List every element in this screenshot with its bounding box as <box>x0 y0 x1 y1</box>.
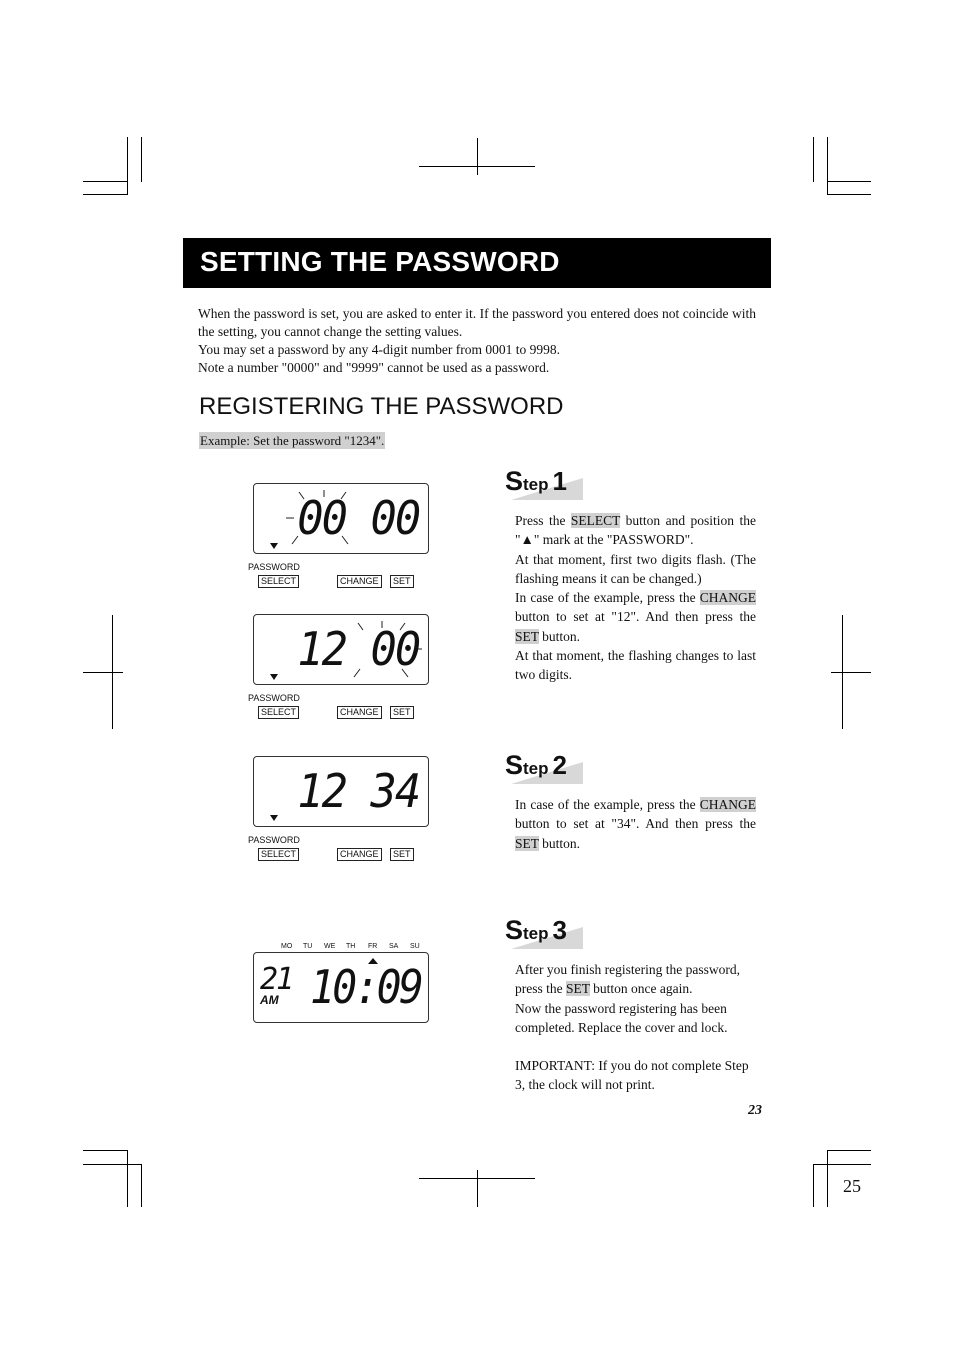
clock-ampm: AM <box>260 993 279 1007</box>
step-3-text: After you finish registering the password, press the SET button once again. Now the password registering has been completed. Replace the cover and lock. IMPORTANT: If you do not complete Step 3, the clock will not print. <box>515 962 749 1093</box>
clock-day: 21 <box>260 962 293 997</box>
select-button[interactable]: SELECT <box>258 575 299 588</box>
intro-paragraph: You may set a password by any 4-digit number from 0001 to 9998. <box>198 342 560 357</box>
intro-paragraph: Note a number "0000" and "9999" cannot be used as a password. <box>198 360 550 375</box>
intro-text <box>198 305 756 377</box>
lcd-display <box>253 483 429 554</box>
lcd-digits: 12 00 <box>297 622 420 676</box>
set-button[interactable]: SET <box>390 706 414 719</box>
lcd-display <box>253 756 429 827</box>
section-heading: REGISTERING THE PASSWORD <box>199 393 564 420</box>
page-number: 25 <box>843 1176 861 1196</box>
password-label: PASSWORD <box>248 562 300 572</box>
intro-paragraph: When the password is set, you are asked to enter it. If the password you entered does not coincide with the setting, you cannot change the setting values. <box>198 306 756 339</box>
step-3-heading: Step 3 <box>493 915 585 951</box>
set-button[interactable]: SET <box>390 848 414 861</box>
step-2-text: In case of the example, press the CHANGE button to set at "34". And then press the SET button. <box>515 797 756 851</box>
page-title: SETTING THE PASSWORD <box>200 246 560 277</box>
example-note: Example: Set the password "1234". <box>200 433 385 448</box>
set-button[interactable]: SET <box>390 575 414 588</box>
step-number: 2 <box>552 750 567 780</box>
triangle-up-icon: ▲ <box>520 532 534 548</box>
step-1-text: Press the SELECT button and position the "▲" mark at the "PASSWORD". At that moment, first two digits flash. (The flashing means it can be changed.) In case of the example, press the CHANGE button to set at "12". And then press the SET button. At that moment, the flashing changes to last two digits. <box>515 513 757 683</box>
book-page-number: 23 <box>748 1103 762 1118</box>
select-button[interactable]: SELECT <box>258 706 299 719</box>
title-bar <box>183 238 771 288</box>
change-button[interactable]: CHANGE <box>337 575 382 588</box>
clock-time: 10:09 <box>310 960 422 1014</box>
step-2-heading: Step 2 <box>493 750 585 786</box>
password-label: PASSWORD <box>248 835 300 845</box>
change-button[interactable]: CHANGE <box>337 848 382 861</box>
step-number: 3 <box>552 915 567 945</box>
lcd-digits: 00 00 <box>297 491 420 545</box>
password-label: PASSWORD <box>248 693 300 703</box>
step-1-heading: Step 1 <box>493 466 585 502</box>
change-button[interactable]: CHANGE <box>337 706 382 719</box>
lcd-digits: 12 34 <box>297 764 420 818</box>
lcd-display <box>253 614 429 685</box>
select-button[interactable]: SELECT <box>258 848 299 861</box>
step-number: 1 <box>552 466 567 496</box>
clock-lcd-display <box>253 952 429 1023</box>
